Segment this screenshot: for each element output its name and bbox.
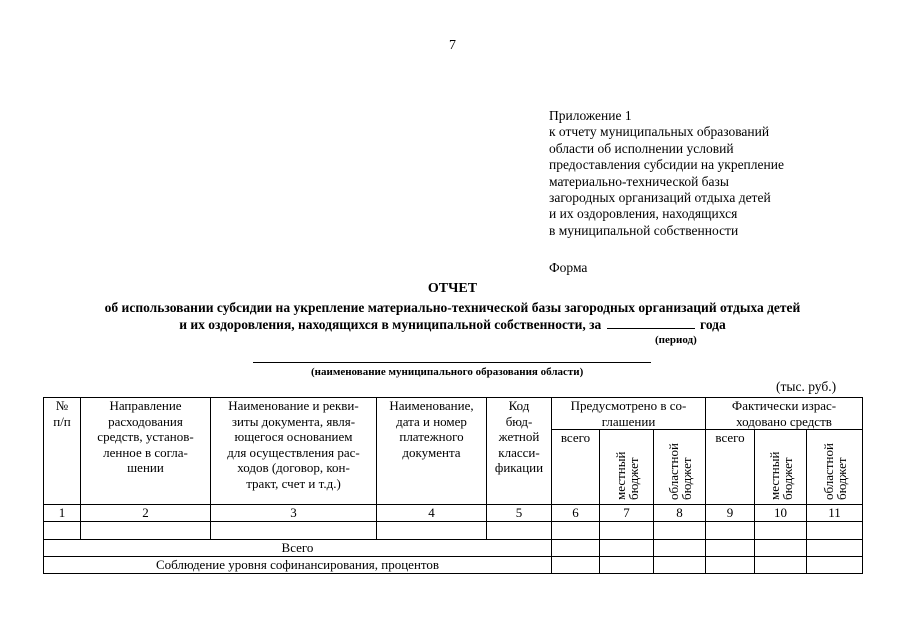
- column-number: 2: [81, 505, 211, 522]
- column-number: 4: [377, 505, 487, 522]
- table-cell[interactable]: [552, 556, 600, 573]
- column-number: 7: [600, 505, 654, 522]
- table-cell[interactable]: [600, 539, 654, 556]
- table-cell[interactable]: [552, 539, 600, 556]
- table-cell[interactable]: [706, 539, 755, 556]
- header-actual-local: местный бюджет: [755, 430, 807, 505]
- appendix-line: в муниципальной собственности: [549, 222, 739, 238]
- total-row-label: Всего: [44, 539, 552, 556]
- table-cell[interactable]: [755, 556, 807, 573]
- appendix-block: [549, 108, 784, 239]
- header-planned-total: всего: [552, 430, 600, 505]
- header-budget-code: Код бюд- жетной класси- фикации: [487, 398, 552, 505]
- table-cell[interactable]: [211, 521, 377, 539]
- table-cell[interactable]: [706, 556, 755, 573]
- table-cell[interactable]: [654, 539, 706, 556]
- column-number: 10: [755, 505, 807, 522]
- column-number: 3: [211, 505, 377, 522]
- table-cell[interactable]: [81, 521, 211, 539]
- header-direction: Направление расходования средств, установ- ленное в согла- шении: [81, 398, 211, 505]
- header-actual-group: Фактически израс- ходовано средств: [706, 398, 863, 430]
- header-number: № п/п: [44, 398, 81, 505]
- column-number: 8: [654, 505, 706, 522]
- column-number: 1: [44, 505, 81, 522]
- table-cell[interactable]: [654, 556, 706, 573]
- table-cell[interactable]: [755, 521, 807, 539]
- period-blank-field[interactable]: [607, 316, 695, 329]
- municipality-caption: (наименование муниципального образования области): [311, 366, 584, 378]
- table-cell[interactable]: [600, 521, 654, 539]
- report-table: [43, 397, 863, 574]
- header-planned-group: Предусмотрено в со- глашении: [552, 398, 706, 430]
- column-number: 9: [706, 505, 755, 522]
- municipality-blank-field[interactable]: [253, 362, 651, 363]
- appendix-line: области об исполнении условий: [549, 140, 734, 156]
- table-cell[interactable]: [377, 521, 487, 539]
- form-label: Форма: [549, 260, 588, 275]
- header-document-details: Наименование и рекви- зиты документа, явля- ющегося основанием для осуществления рас- ходов (договор, кон- тракт, счет и т.д.): [211, 398, 377, 505]
- appendix-line: к отчету муниципальных образований: [549, 124, 770, 140]
- total-row: [44, 539, 863, 556]
- report-title: ОТЧЕТ: [427, 281, 478, 296]
- table-row: [44, 521, 863, 539]
- subtitle-line-1: об использовании субсидии на укрепление материально-технической базы загородных организаций отдыха детей: [104, 300, 801, 315]
- table-cell[interactable]: [706, 521, 755, 539]
- appendix-line: предоставления субсидии на укрепление: [549, 157, 784, 173]
- column-number: 5: [487, 505, 552, 522]
- report-subtitle: [0, 299, 905, 333]
- appendix-line: материально-технической базы: [549, 173, 729, 189]
- subtitle-line-2-start: и их оздоровления, находящихся в муниципальной собственности, за: [179, 317, 602, 332]
- subtitle-line-2: [0, 316, 905, 333]
- table-cell[interactable]: [44, 521, 81, 539]
- units-label: (тыс. руб.): [776, 379, 837, 394]
- period-caption: (период): [655, 334, 697, 346]
- header-planned-local: местный бюджет: [600, 430, 654, 505]
- header-payment-document: Наименование, дата и номер платежного документа: [377, 398, 487, 505]
- column-number: 11: [807, 505, 863, 522]
- appendix-line: и их оздоровления, находящихся: [549, 206, 738, 222]
- cofinancing-row: [44, 556, 863, 573]
- table-cell[interactable]: [807, 521, 863, 539]
- column-number: 6: [552, 505, 600, 522]
- header-actual-regional: областной бюджет: [807, 430, 863, 505]
- page-number: 7: [449, 38, 456, 53]
- appendix-line: Приложение 1: [549, 108, 632, 123]
- table-cell[interactable]: [807, 556, 863, 573]
- table-cell[interactable]: [487, 521, 552, 539]
- table-cell[interactable]: [600, 556, 654, 573]
- table-cell[interactable]: [654, 521, 706, 539]
- cofinancing-row-label: Соблюдение уровня софинансирования, процентов: [44, 556, 552, 573]
- header-planned-regional: областной бюджет: [654, 430, 706, 505]
- subtitle-line-2-end: года: [700, 317, 726, 332]
- appendix-line: загородных организаций отдыха детей: [549, 190, 771, 206]
- table-cell[interactable]: [807, 539, 863, 556]
- table-cell[interactable]: [552, 521, 600, 539]
- header-actual-total: всего: [706, 430, 755, 505]
- table-cell[interactable]: [755, 539, 807, 556]
